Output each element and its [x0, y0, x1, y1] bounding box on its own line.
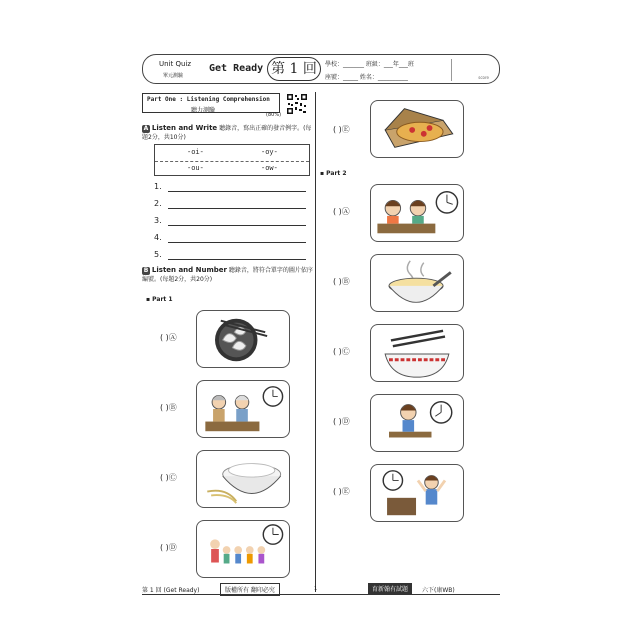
write-line[interactable]	[168, 225, 306, 226]
part2-choice-a[interactable]: ( )Ⓐ	[333, 207, 350, 216]
answer-number: 4.	[154, 233, 162, 242]
rice-bowl-icon	[196, 450, 290, 508]
answer-number: 3.	[154, 216, 162, 225]
answer-number: 5.	[154, 250, 162, 259]
phonics-oy: -oy-	[261, 149, 278, 157]
quiz-header	[142, 54, 500, 84]
section-a-badge: A	[143, 124, 149, 132]
write-line[interactable]	[168, 242, 306, 243]
part-one-percent: (80%)	[266, 112, 282, 118]
section-b-heading	[142, 266, 316, 284]
part2-choice-c[interactable]: ( )Ⓒ	[333, 347, 350, 356]
answer-line-5[interactable]	[154, 250, 162, 259]
part-1-text: Part 1	[152, 296, 173, 303]
score-label: score	[478, 75, 489, 80]
page-number: 1	[314, 586, 318, 592]
answer-line-4[interactable]	[154, 233, 162, 242]
part-2-text: Part 2	[326, 170, 347, 177]
quiz-title: Get Ready	[209, 63, 264, 74]
part-one-box	[142, 93, 280, 113]
part2-choice-b[interactable]: ( )Ⓑ	[333, 277, 350, 286]
grandparents-eating-icon	[196, 380, 290, 438]
phonics-ou: -ou-	[187, 165, 204, 173]
part1-choice-c[interactable]: ( )Ⓒ	[160, 473, 177, 482]
dumplings-icon	[196, 310, 290, 368]
family-walking-icon	[196, 520, 290, 578]
kids-eating-clock-icon	[370, 184, 464, 242]
section-b-instructions: 聽錄音，將符合單字的圖片依序編號。(每題2分，共20分)	[142, 267, 313, 283]
part1-choice-a[interactable]: ( )Ⓐ	[160, 333, 177, 342]
write-line[interactable]	[168, 259, 306, 260]
part-one-title: Part One : Listening Comprehension	[147, 96, 270, 103]
part-one-subtitle: 聽力測驗	[191, 107, 216, 114]
boy-waking-clock-icon	[370, 464, 464, 522]
section-b-title: Listen and Number	[151, 266, 227, 274]
answer-line-2[interactable]	[154, 199, 162, 208]
part2-choice-d[interactable]: ( )Ⓓ	[333, 417, 350, 426]
phonics-box	[154, 144, 310, 176]
part1-choice-e[interactable]: ( )Ⓔ	[333, 125, 350, 134]
section-a-title: Listen and Write	[151, 124, 218, 132]
footer-line	[142, 594, 500, 595]
school-class-line: 學校：_______ 班級：___年___班	[325, 61, 414, 68]
part1-choice-b[interactable]: ( )Ⓑ	[160, 403, 177, 412]
seat-name-line: 座號：_____ 姓名：__________	[325, 74, 408, 81]
footer-grade: 六下(康WB)	[422, 587, 455, 594]
footer-copyright: 版權所有 翻印必究	[220, 583, 280, 596]
section-b-badge: B	[143, 266, 149, 274]
section-a-heading	[142, 124, 312, 142]
write-line[interactable]	[168, 191, 306, 192]
boy-eating-clock-icon	[370, 394, 464, 452]
soup-bowl-icon	[370, 254, 464, 312]
unit-quiz-label: Unit Quiz	[159, 60, 192, 68]
part-2-label: ▪ Part 2	[320, 170, 347, 177]
unit-quiz-sub: 單元測驗	[163, 73, 184, 79]
footer-quiz-label: 第 1 回 (Get Ready)	[142, 587, 200, 594]
phonics-ow: -ow-	[261, 165, 278, 173]
pizza-icon	[370, 100, 464, 158]
phonics-divider	[155, 161, 309, 162]
qr-code-icon	[286, 93, 308, 115]
answer-number: 1.	[154, 182, 162, 191]
quiz-number: 第 1 回	[267, 57, 321, 81]
part-1-label: ▪ Part 1	[146, 296, 173, 303]
part1-choice-d[interactable]: ( )Ⓓ	[160, 543, 177, 552]
worksheet-page	[128, 40, 512, 600]
answer-line-3[interactable]	[154, 216, 162, 225]
part2-choice-e[interactable]: ( )Ⓔ	[333, 487, 350, 496]
answer-line-1[interactable]	[154, 182, 162, 191]
answer-number: 2.	[154, 199, 162, 208]
write-line[interactable]	[168, 208, 306, 209]
section-a-instructions: 聽錄音，寫出正確的發音例字。(每題2分，共10分)	[142, 125, 312, 141]
column-divider	[315, 92, 316, 592]
noodle-bowl-chopsticks-icon	[370, 324, 464, 382]
footer-publisher: 育新翰有試題	[368, 583, 412, 594]
phonics-oi: -oi-	[187, 149, 204, 157]
